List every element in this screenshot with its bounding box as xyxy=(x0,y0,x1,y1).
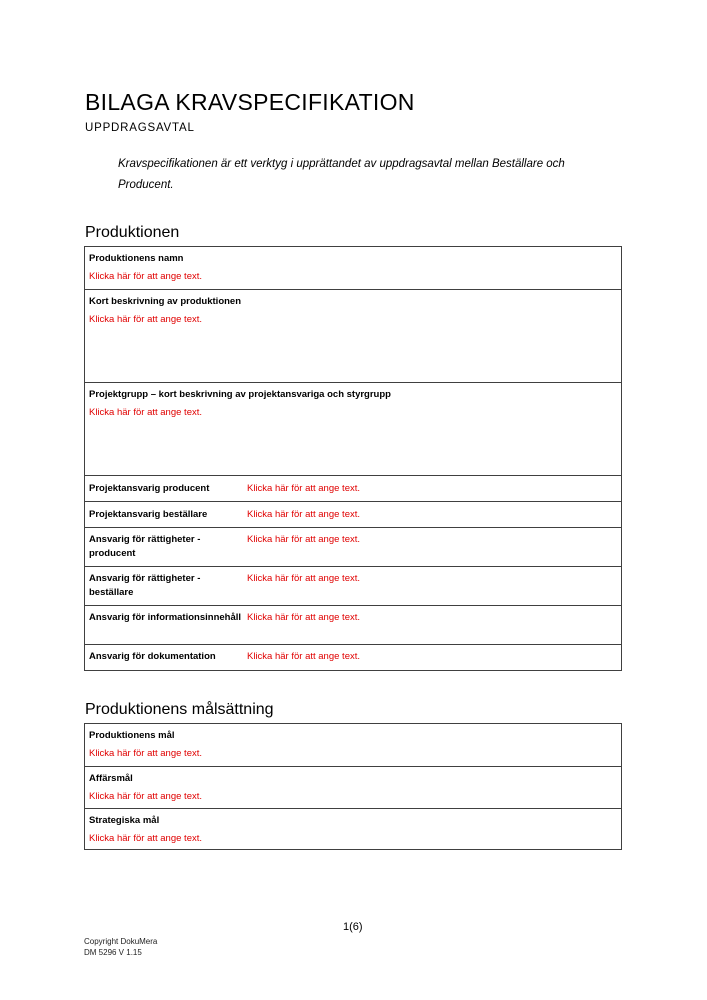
role-label: Ansvarig för informationsinnehåll xyxy=(89,612,242,623)
copyright-text: Copyright DokuMera xyxy=(84,937,158,946)
role-row[interactable] xyxy=(85,605,621,644)
role-label: Ansvarig för dokumentation xyxy=(89,651,216,662)
field-label: Produktionens namn xyxy=(89,253,184,264)
goal-field[interactable] xyxy=(85,724,621,766)
role-row[interactable] xyxy=(85,566,621,605)
role-placeholder[interactable]: Klicka här för att ange text. xyxy=(247,573,361,584)
role-label: Projektansvarig beställare xyxy=(89,509,208,520)
field-label: Kort beskrivning av produktionen xyxy=(89,296,242,307)
role-row[interactable] xyxy=(85,475,621,501)
field-label: Projektgrupp – kort beskrivning av projektansvariga och styrgrupp xyxy=(89,389,391,400)
project-group-field[interactable] xyxy=(85,382,621,475)
role-row[interactable] xyxy=(85,501,621,527)
field-label: Produktionens mål xyxy=(89,730,175,741)
role-label: Ansvarig för rättigheter - producent xyxy=(89,534,201,559)
page-number: 1(6) xyxy=(343,921,363,933)
field-placeholder[interactable]: Klicka här för att ange text. xyxy=(89,314,203,325)
field-placeholder[interactable]: Klicka här för att ange text. xyxy=(89,791,203,802)
goal-field[interactable] xyxy=(85,766,621,808)
field-placeholder[interactable]: Klicka här för att ange text. xyxy=(89,271,203,282)
role-placeholder[interactable]: Klicka här för att ange text. xyxy=(247,612,361,623)
role-label: Ansvarig för rättigheter - beställare xyxy=(89,573,201,598)
production-name-field[interactable] xyxy=(85,247,621,289)
role-label: Projektansvarig producent xyxy=(89,483,210,494)
production-table xyxy=(84,246,622,671)
role-placeholder[interactable]: Klicka här för att ange text. xyxy=(247,483,361,494)
role-placeholder[interactable]: Klicka här för att ange text. xyxy=(247,509,361,520)
footer-info xyxy=(84,936,157,958)
production-description-field[interactable] xyxy=(85,289,621,382)
goal-field[interactable] xyxy=(85,808,621,849)
document-title: BILAGA KRAVSPECIFIKATION xyxy=(85,89,415,115)
document-subtitle: UPPDRAGSAVTAL xyxy=(85,122,195,134)
field-placeholder[interactable]: Klicka här för att ange text. xyxy=(89,833,203,844)
field-label: Strategiska mål xyxy=(89,815,160,826)
goals-table xyxy=(84,723,622,850)
role-row[interactable] xyxy=(85,644,621,670)
section-heading-production: Produktionen xyxy=(85,224,180,241)
field-placeholder[interactable]: Klicka här för att ange text. xyxy=(89,407,203,418)
field-label: Affärsmål xyxy=(89,773,133,784)
section-heading-goals: Produktionens målsättning xyxy=(85,701,274,718)
role-placeholder[interactable]: Klicka här för att ange text. xyxy=(247,534,361,545)
field-placeholder[interactable]: Klicka här för att ange text. xyxy=(89,748,203,759)
intro-text: Kravspecifikationen är ett verktyg i upprättandet av uppdragsavtal mellan Beställare och Producent. xyxy=(118,158,565,191)
version-text: DM 5296 V 1.15 xyxy=(84,948,142,957)
role-row[interactable] xyxy=(85,527,621,566)
role-placeholder[interactable]: Klicka här för att ange text. xyxy=(247,651,361,662)
